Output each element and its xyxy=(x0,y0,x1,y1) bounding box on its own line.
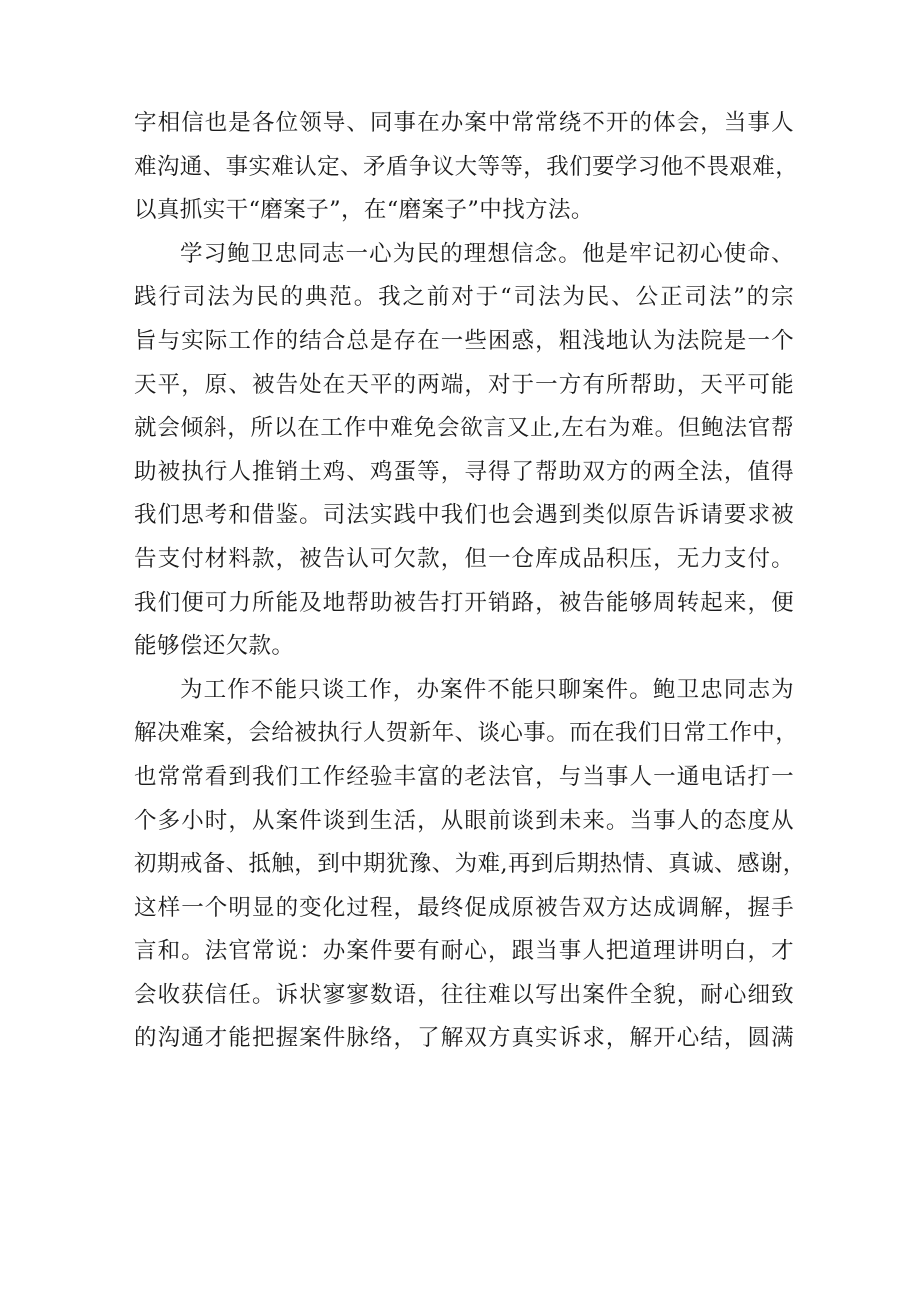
text-line: 天平，原、被告处在天平的两端，对于一方有所帮助，天平可能 xyxy=(134,371,794,398)
text-line: 践行司法为民的典范。我之前对于“司法为民、公正司法”的宗 xyxy=(134,284,794,311)
body-text xyxy=(134,102,806,1061)
text-line: 会收获信任。诉状寥寥数语，往往难以写出案件全貌，耐心细致 xyxy=(134,981,794,1008)
text-line: 为工作不能只谈工作，办案件不能只聊案件。鲍卫忠同志为 xyxy=(180,676,794,703)
text-line: 助被执行人推销土鸡、鸡蛋等，寻得了帮助双方的两全法，值得 xyxy=(134,458,794,485)
text-line: 能够偿还欠款。 xyxy=(134,633,295,660)
text-line: 言和。法官常说：办案件要有耐心，跟当事人把道理讲明白，才 xyxy=(134,938,794,965)
text-line: 初期戒备、抵触，到中期犹豫、为难,再到后期热情、真诚、感谢， xyxy=(134,851,806,878)
text-line: 字相信也是各位领导、同事在办案中常常绕不开的体会，当事人 xyxy=(134,110,794,136)
text-line: 也常常看到我们工作经验丰富的老法官，与当事人一通电话打一 xyxy=(134,763,794,790)
text-line: 的沟通才能把握案件脉络，了解双方真实诉求，解开心结，圆满 xyxy=(134,1025,794,1052)
text-line: 告支付材料款，被告认可欠款，但一仓库成品积压，无力支付。 xyxy=(134,545,794,572)
text-line: 这样一个明显的变化过程，最终促成原被告双方达成调解，握手 xyxy=(134,894,794,921)
text-line: 个多小时，从案件谈到生活，从眼前谈到未来。当事人的态度从 xyxy=(134,807,794,834)
text-line: 解决难案，会给被执行人贺新年、谈心事。而在我们日常工作中， xyxy=(134,720,799,747)
text-line: 以真抓实干“磨案子”，在“磨案子”中找方法。 xyxy=(134,197,594,224)
text-line: 学习鲍卫忠同志一心为民的理想信念。他是牢记初心使命、 xyxy=(180,240,794,267)
text-line: 我们思考和借鉴。司法实践中我们也会遇到类似原告诉请要求被 xyxy=(134,502,794,529)
text-line: 就会倾斜，所以在工作中难免会欲言又止,左右为难。但鲍法官帮 xyxy=(134,415,794,442)
text-line: 难沟通、事实难认定、矛盾争议大等等，我们要学习他不畏艰难， xyxy=(134,153,799,180)
text-line: 旨与实际工作的结合总是存在一些困惑，粗浅地认为法院是一个 xyxy=(134,327,794,354)
text-line: 我们便可力所能及地帮助被告打开销路，被告能够周转起来，便 xyxy=(134,589,794,616)
